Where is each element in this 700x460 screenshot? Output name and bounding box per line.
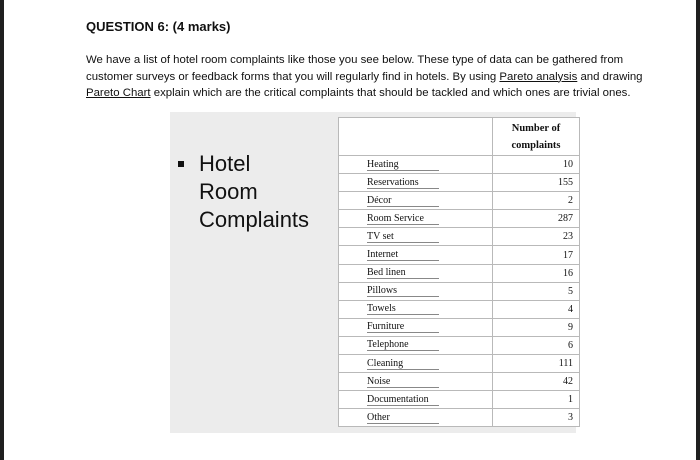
complaint-category: Documentation (367, 394, 439, 406)
complaint-category: Heating (367, 159, 439, 171)
complaint-count: 6 (493, 336, 580, 354)
table-row (339, 156, 580, 174)
pareto-chart-link[interactable]: Pareto Chart (86, 87, 151, 99)
complaint-category: Towels (367, 303, 439, 315)
complaint-count: 42 (493, 373, 580, 391)
bullet-square-icon (178, 161, 184, 167)
complaint-count: 155 (493, 174, 580, 192)
table-body (339, 156, 580, 427)
table-row (339, 246, 580, 264)
pareto-analysis-link[interactable]: Pareto analysis (499, 70, 578, 83)
complaint-count: 10 (493, 156, 580, 174)
table-row (339, 373, 580, 391)
complaint-category: Reservations (367, 177, 439, 189)
table-row (339, 318, 580, 336)
table-row (339, 174, 580, 192)
question-text-part2: and drawing (577, 70, 643, 83)
complaint-count: 111 (493, 355, 580, 373)
table-row (339, 355, 580, 373)
table-row (339, 409, 580, 427)
complaint-count: 287 (493, 210, 580, 228)
complaint-count: 1 (493, 391, 580, 409)
complaint-category: Noise (367, 376, 439, 388)
table-row (339, 264, 580, 282)
complaint-count: 23 (493, 228, 580, 246)
complaint-category-cell (339, 355, 493, 373)
complaint-category: Telephone (367, 339, 439, 351)
table-row (339, 391, 580, 409)
complaint-count: 3 (493, 409, 580, 427)
complaint-category: Cleaning (367, 358, 439, 370)
header-blank-cell (339, 118, 493, 156)
table-row (339, 282, 580, 300)
question-title: QUESTION 6: (4 marks) (86, 19, 231, 34)
left-page-border (0, 0, 4, 460)
complaint-category: Internet (367, 249, 439, 261)
complaint-category-cell (339, 373, 493, 391)
bullet-line-3: Complaints (199, 207, 310, 232)
complaint-category: Other (367, 412, 439, 424)
question-body (86, 52, 666, 102)
complaint-category: Room Service (367, 213, 439, 225)
complaint-category-cell (339, 156, 493, 174)
complaint-category-cell (339, 228, 493, 246)
complaint-count: 17 (493, 246, 580, 264)
complaint-count: 2 (493, 192, 580, 210)
complaint-category-cell (339, 318, 493, 336)
complaint-category-cell (339, 210, 493, 228)
complaint-category-cell (339, 174, 493, 192)
complaint-category: Furniture (367, 321, 439, 333)
complaint-category-cell (339, 282, 493, 300)
complaint-category: Bed linen (367, 267, 439, 279)
table-row (339, 336, 580, 354)
complaint-category-cell (339, 391, 493, 409)
table-row (339, 210, 580, 228)
table-row (339, 192, 580, 210)
complaint-count: 5 (493, 282, 580, 300)
complaint-category: Décor (367, 195, 439, 207)
header-line-1: Number of (511, 122, 561, 134)
bullet-line-2: Room (199, 179, 258, 204)
complaint-count: 16 (493, 264, 580, 282)
question-text-part3: explain which are the critical complaints that should be tackled and which ones are trivial ones. (150, 87, 631, 99)
question-text-part1: We have a list of hotel room complaints like those you see below. These type of data can be gathered from customer surveys or feedback forms that you will regularly find in hotels. By using (86, 54, 624, 83)
complaint-category-cell (339, 192, 493, 210)
table-header-row (339, 118, 580, 156)
complaint-category: TV set (367, 231, 439, 243)
bullet-line-1: Hotel (199, 151, 251, 176)
header-number-of-complaints (493, 118, 580, 156)
complaint-category-cell (339, 264, 493, 282)
slide-bullet-text (199, 150, 349, 234)
complaint-category-cell (339, 409, 493, 427)
table-row (339, 300, 580, 318)
right-page-border (696, 0, 700, 460)
table-row (339, 228, 580, 246)
complaint-count: 4 (493, 300, 580, 318)
complaint-category: Pillows (367, 285, 439, 297)
header-line-2: complaints (511, 139, 561, 151)
complaints-table (338, 117, 580, 427)
complaint-count: 9 (493, 318, 580, 336)
complaint-category-cell (339, 300, 493, 318)
complaint-category-cell (339, 336, 493, 354)
complaint-category-cell (339, 246, 493, 264)
